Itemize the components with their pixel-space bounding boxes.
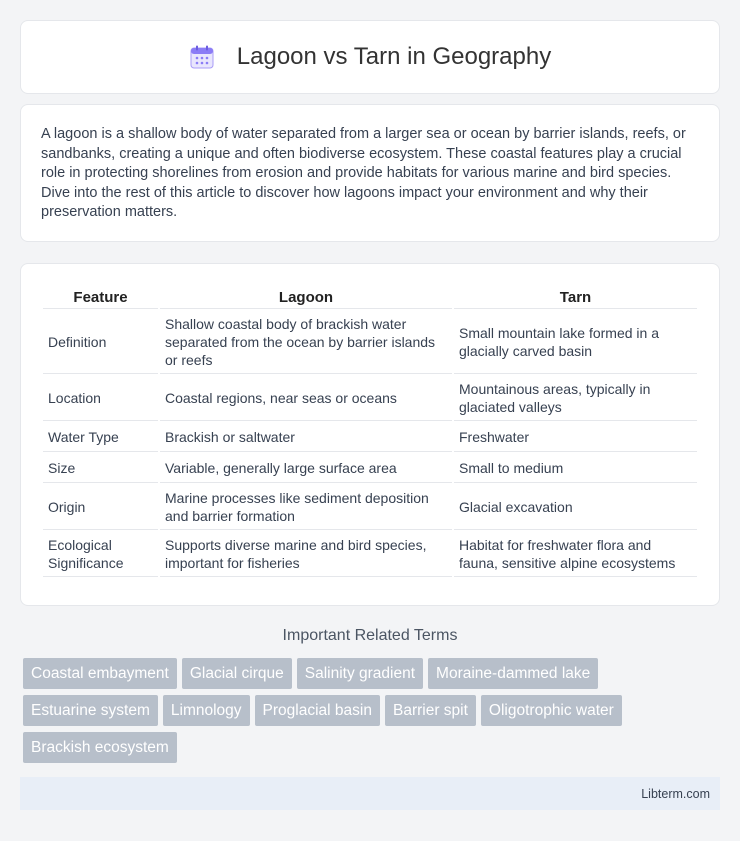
table-header-row (43, 286, 697, 309)
table-row (43, 454, 697, 483)
table-row (43, 423, 697, 452)
term-tag[interactable]: Barrier spit (385, 695, 476, 726)
table-cell: Size (43, 454, 158, 483)
table-cell: Variable, generally large surface area (160, 454, 452, 483)
table-cell: Marine processes like sediment deposition and barrier formation (160, 485, 452, 530)
term-tag[interactable]: Brackish ecosystem (23, 732, 177, 763)
intro-paragraph: A lagoon is a shallow body of water separated from a larger sea or ocean by barrier islands, reefs, or sandbanks, creating a unique and often biodiverse ecosystem. These coastal features play a crucial role in protecting shorelines from erosion and provide habitats for various marine and bird species. Dive into the rest of this article to discover how lagoons impact your environment and why their preservation matters. (41, 126, 686, 220)
footer-link[interactable]: Libterm.com (641, 786, 710, 801)
table-cell: Coastal regions, near seas or oceans (160, 376, 452, 421)
table-cell: Water Type (43, 423, 158, 452)
term-tag[interactable]: Coastal embayment (23, 658, 177, 689)
table-cell: Definition (43, 311, 158, 374)
table-cell: Small to medium (454, 454, 697, 483)
footer (20, 777, 720, 810)
table-cell: Brackish or saltwater (160, 423, 452, 452)
table-row (43, 532, 697, 577)
table-cell: Shallow coastal body of brackish water separated from the ocean by barrier islands or reefs (160, 311, 452, 374)
term-tag[interactable]: Glacial cirque (182, 658, 292, 689)
table-cell: Habitat for freshwater flora and fauna, sensitive alpine ecosystems (454, 532, 697, 577)
header-lagoon: Lagoon (160, 286, 452, 309)
calendar-icon (189, 44, 215, 70)
table-cell: Origin (43, 485, 158, 530)
term-tag[interactable]: Oligotrophic water (481, 695, 622, 726)
table-cell: Location (43, 376, 158, 421)
table-cell: Freshwater (454, 423, 697, 452)
term-tag[interactable]: Moraine-dammed lake (428, 658, 598, 689)
table-row (43, 376, 697, 421)
header-tarn: Tarn (454, 286, 697, 309)
table-cell: Small mountain lake formed in a glacially carved basin (454, 311, 697, 374)
table-cell: Mountainous areas, typically in glaciated valleys (454, 376, 697, 421)
table-cell: Supports diverse marine and bird species, important for fisheries (160, 532, 452, 577)
title-card (20, 20, 720, 94)
term-tag[interactable]: Estuarine system (23, 695, 158, 726)
table-cell: Ecological Significance (43, 532, 158, 577)
header-feature: Feature (43, 286, 158, 309)
comparison-card (20, 263, 720, 606)
related-terms-list (21, 658, 721, 769)
page-title: Lagoon vs Tarn in Geography (236, 43, 552, 70)
table-cell: Glacial excavation (454, 485, 697, 530)
term-tag[interactable]: Limnology (163, 695, 250, 726)
related-terms-title: Important Related Terms (282, 627, 458, 644)
comparison-table (41, 284, 699, 579)
table-row (43, 485, 697, 530)
intro-card (20, 104, 720, 242)
term-tag[interactable]: Salinity gradient (297, 658, 423, 689)
table-row (43, 311, 697, 374)
term-tag[interactable]: Proglacial basin (255, 695, 380, 726)
